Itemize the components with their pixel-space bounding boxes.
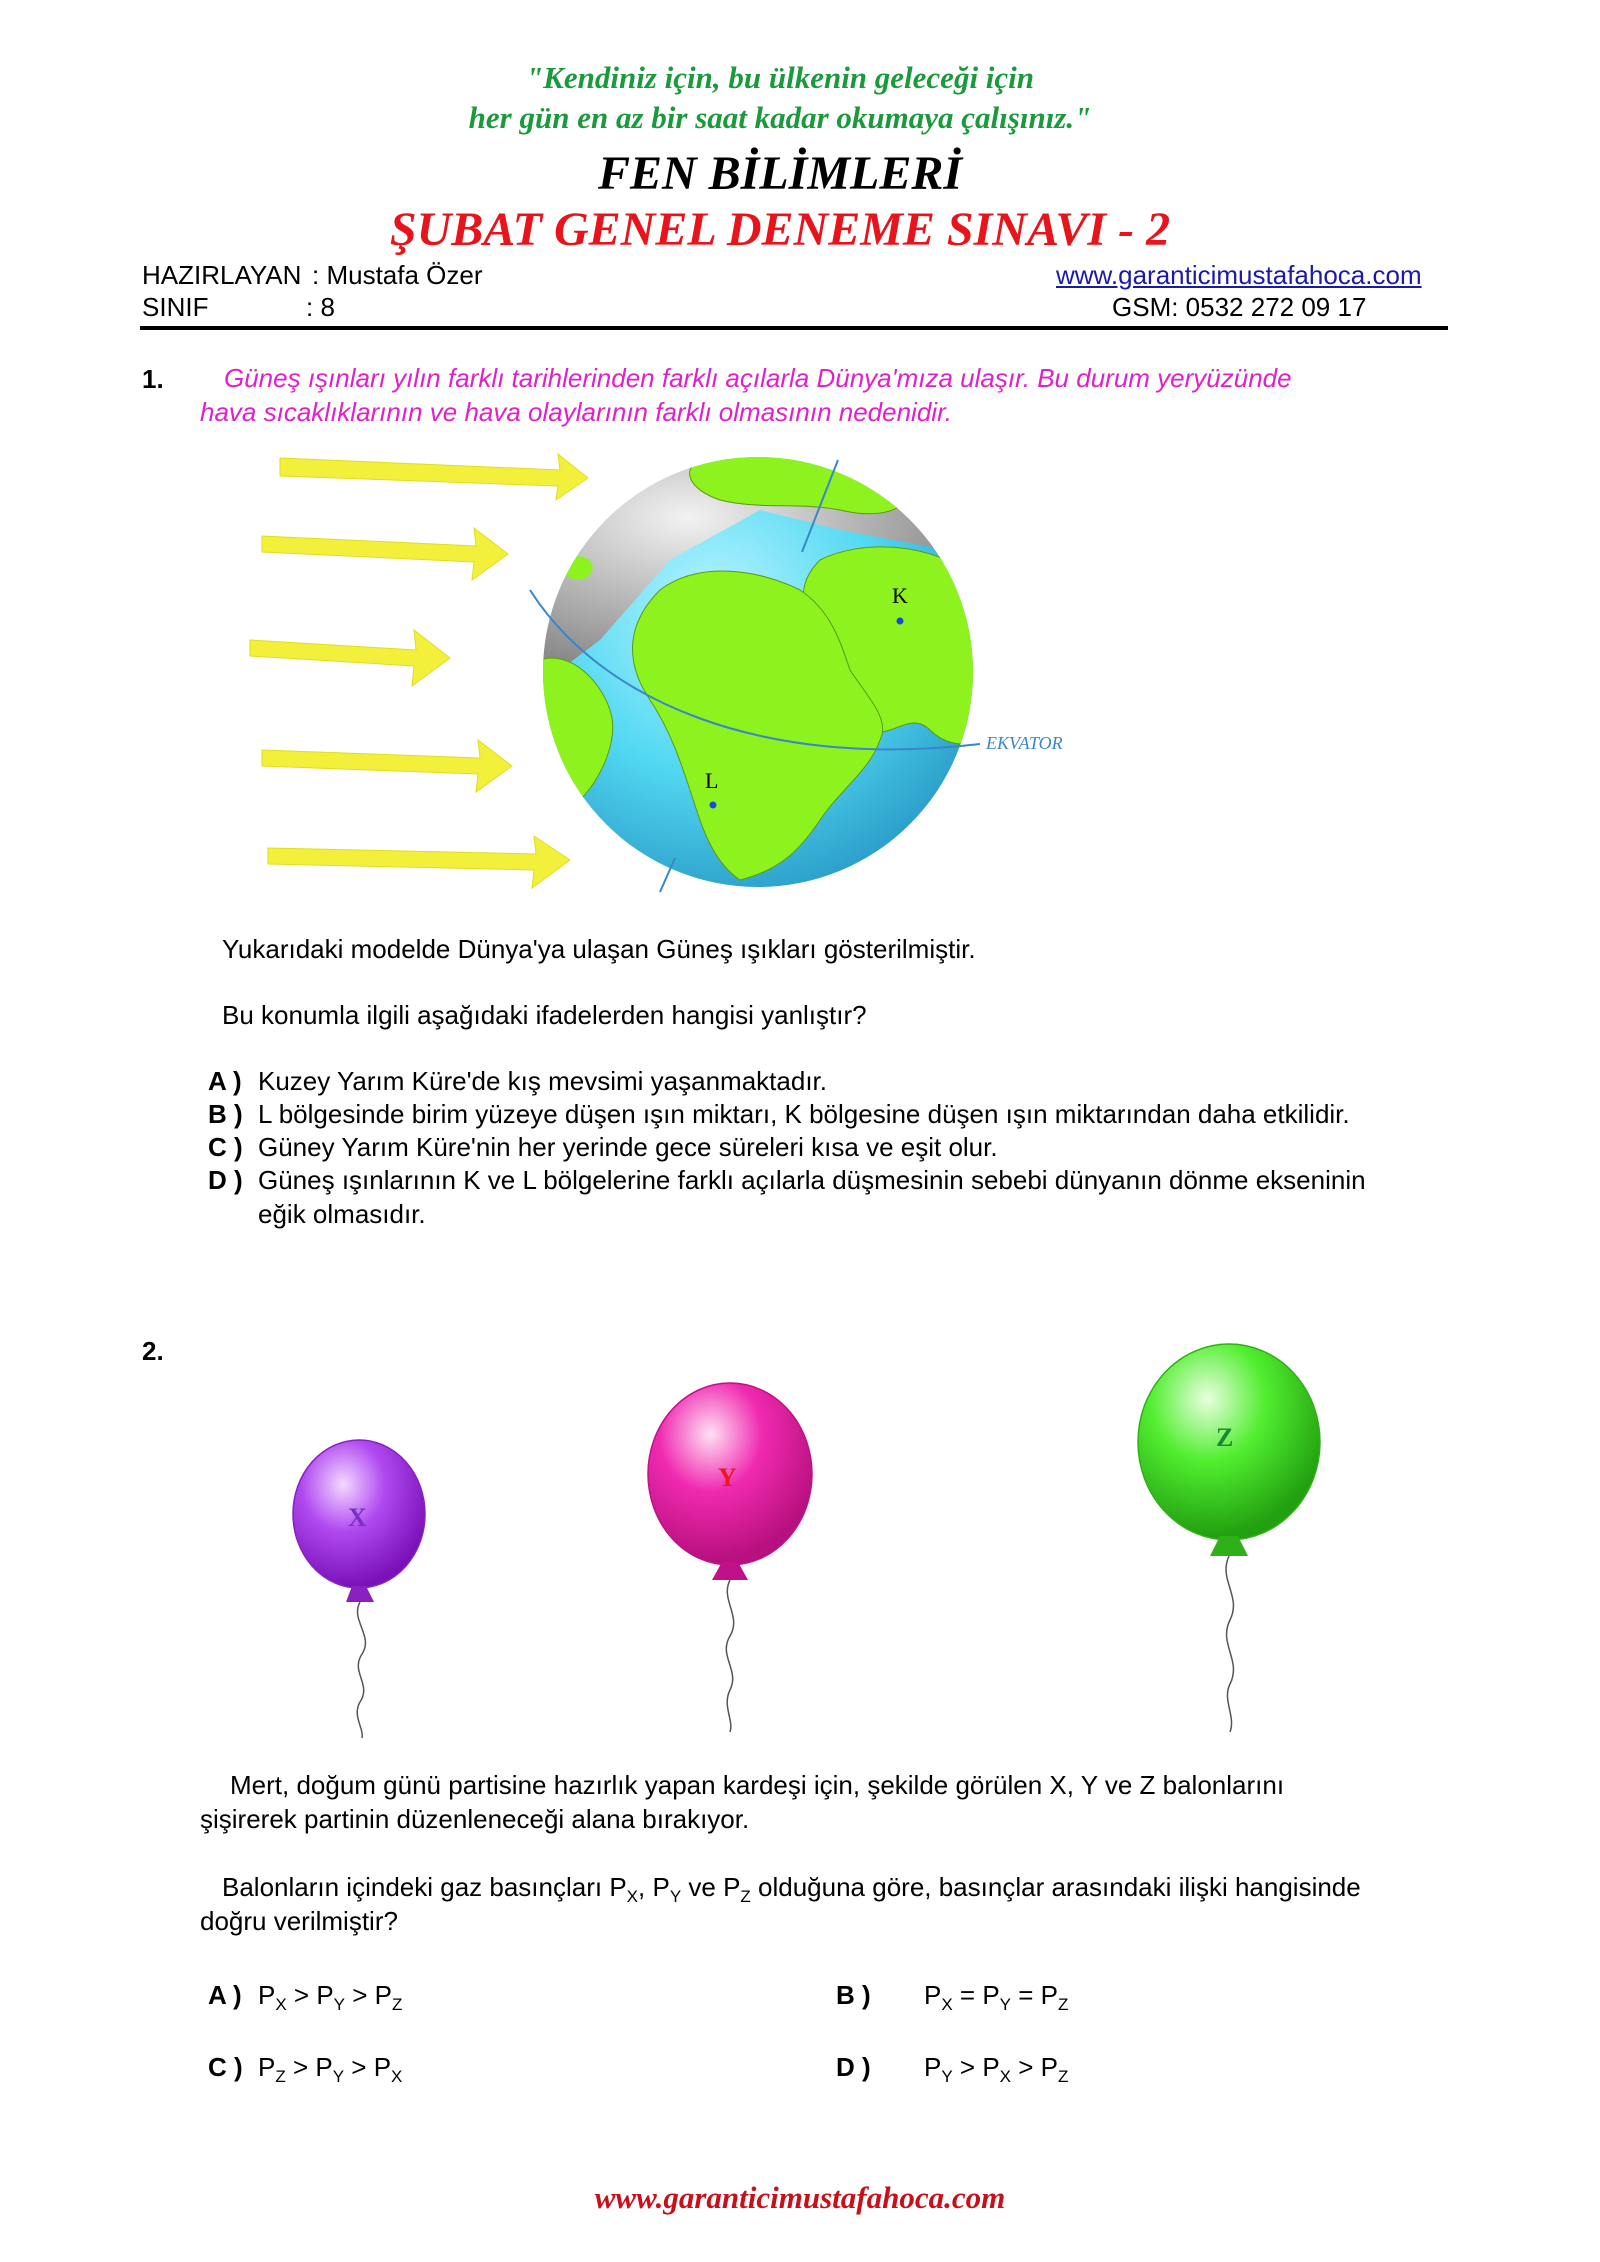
- question-1-intro-line-1: Güneş ışınları yılın farklı tarihlerinden farklı açılarla Dünya'mıza ulaşır. Bu durum yeryüzünde: [224, 363, 1292, 393]
- point-l-marker: [710, 802, 717, 809]
- question-1-stem-2: Bu konumla ilgili aşağıdaki ifadelerden hangisi yanlıştır?: [222, 1000, 867, 1030]
- q1-option-c-letter[interactable]: C ): [208, 1132, 243, 1162]
- website-link[interactable]: www.garanticimustafahoca.com: [1056, 260, 1422, 290]
- exam-subtitle: ŞUBAT GENEL DENEME SINAVI - 2: [389, 203, 1171, 256]
- header-divider: [140, 326, 1448, 330]
- class-value: : 8: [306, 292, 335, 322]
- q2-option-b-letter[interactable]: B ): [836, 1980, 871, 2010]
- q2-option-a-letter[interactable]: A ): [208, 1980, 242, 2010]
- q2-option-a-text[interactable]: $P_X > P_Y > P_Z$: [258, 1980, 403, 2015]
- q1-option-a-letter[interactable]: A ): [208, 1066, 242, 1096]
- q2-option-d-text[interactable]: $P_Y > P_X > P_Z$: [924, 2052, 1069, 2087]
- balloon-y-label: Y: [718, 1463, 737, 1492]
- question-2-question-line-2: doğru verilmiştir?: [200, 1906, 398, 1936]
- class-label: SINIF: [142, 292, 209, 322]
- phone-number: GSM: 0532 272 09 17: [1112, 292, 1367, 322]
- question-2-number: 2.: [142, 1336, 164, 1366]
- q1-option-d-text-2[interactable]: eğik olmasıdır.: [258, 1199, 426, 1229]
- balloon-z: [1138, 1344, 1320, 1732]
- q1-option-d-letter[interactable]: D ): [208, 1165, 243, 1195]
- balloon-x: [293, 1440, 425, 1738]
- q2-option-d-letter[interactable]: D ): [836, 2052, 871, 2082]
- question-2-stem-line-2: şişirerek partinin düzenleneceği alana bırakıyor.: [200, 1804, 750, 1834]
- author-value: : Mustafa Özer: [312, 260, 483, 290]
- question-1-stem-1: Yukarıdaki modelde Dünya'ya ulaşan Güneş ışıkları gösterilmiştir.: [222, 934, 976, 964]
- q2-option-b-text[interactable]: $P_X = P_Y = P_Z$: [924, 1980, 1069, 2015]
- point-k-marker: [897, 618, 904, 625]
- motto-line-1: "Kendiniz için, bu ülkenin geleceği için: [525, 60, 1035, 95]
- q1-option-b-text[interactable]: L bölgesinde birim yüzeye düşen ışın miktarı, K bölgesine düşen ışın miktarından daha etkilidir.: [258, 1099, 1350, 1129]
- author-label: HAZIRLAYAN: [142, 260, 302, 290]
- question-1-intro-line-2: hava sıcaklıklarının ve hava olaylarının farklı olmasının nedenidir.: [200, 397, 952, 427]
- equator-label: EKVATOR: [986, 733, 1063, 753]
- q2-option-c-text[interactable]: $P_Z > P_Y > P_X$: [258, 2052, 403, 2087]
- motto-line-2: her gün en az bir saat kadar okumaya çalışınız.": [468, 100, 1092, 135]
- balloon-z-label: Z: [1216, 1423, 1234, 1452]
- question-1-number: 1.: [142, 364, 164, 394]
- question-2-stem-line-1: Mert, doğum günü partisine hazırlık yapan kardeşi için, şekilde görülen X, Y ve Z balonlarını: [230, 1770, 1285, 1800]
- balloons-figure: [280, 1340, 1340, 1740]
- q1-option-a-text[interactable]: Kuzey Yarım Küre'de kış mevsimi yaşanmaktadır.: [258, 1066, 827, 1096]
- sun-ray-arrows: [250, 454, 588, 888]
- point-k-label: K: [892, 583, 908, 608]
- q1-option-d-text[interactable]: Güneş ışınlarının K ve L bölgelerine farklı açılarla düşmesinin sebebi dünyanın dönme ekseninin: [258, 1165, 1366, 1195]
- q1-option-b-letter[interactable]: B ): [208, 1099, 243, 1129]
- q2-option-c-letter[interactable]: C ): [208, 2052, 243, 2082]
- q1-option-c-text[interactable]: Güney Yarım Küre'nin her yerinde gece süreleri kısa ve eşit olur.: [258, 1132, 998, 1162]
- balloon-y: [648, 1383, 812, 1732]
- point-l-label: L: [705, 768, 719, 793]
- page-title: FEN BİLİMLERİ: [597, 147, 963, 200]
- question-2-question-line-1: Balonların içindeki gaz basınçları $P_X$, $P_Y$ ve $P_Z$ olduğuna göre, basınçlar arasındaki ilişki hangisinde: [222, 1872, 1361, 1907]
- earth-figure: [240, 440, 1120, 900]
- footer-website[interactable]: www.garanticimustafahoca.com: [594, 2180, 1006, 2215]
- balloon-x-label: X: [348, 1503, 367, 1532]
